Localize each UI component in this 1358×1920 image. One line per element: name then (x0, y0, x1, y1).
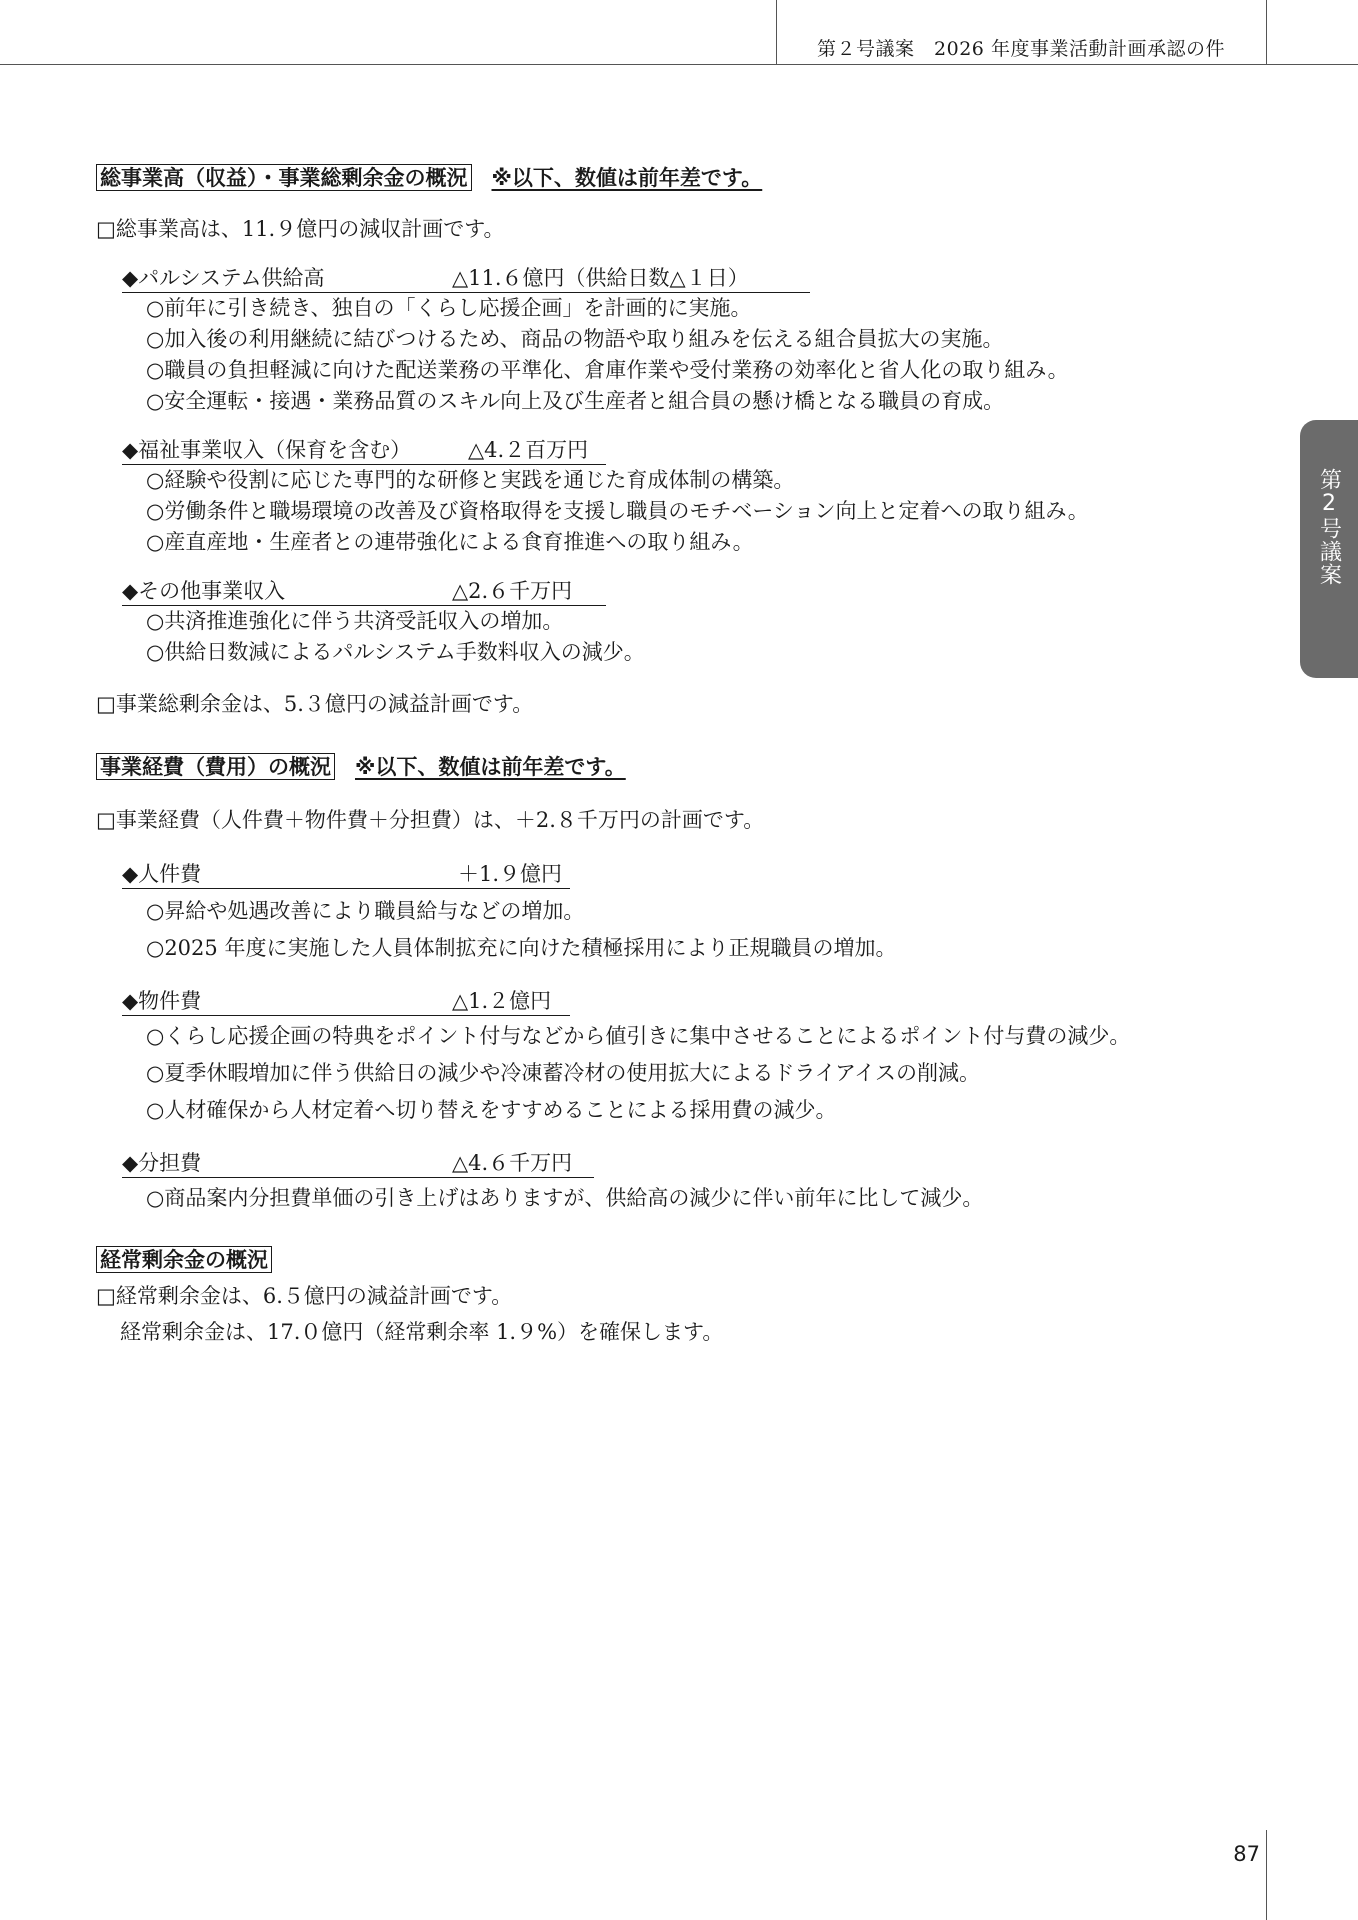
page-number: 87 (1233, 1842, 1260, 1866)
bullet-item: ○昇給や処遇改善により職員給与などの増加。 (146, 899, 585, 923)
chapter-side-tab-label: 第2号議案 (1316, 468, 1342, 586)
item-label: ◆人件費 (122, 862, 202, 886)
item-heading (122, 577, 606, 606)
item-label: ◆その他事業収入 (122, 579, 286, 603)
bullet-item: ○人材確保から人材定着へ切り替えをすすめることによる採用費の減少。 (146, 1098, 837, 1122)
bullet-item: ○夏季休暇増加に伴う供給日の減少や冷凍蓄冷材の使用拡大によるドライアイスの削減。 (146, 1061, 980, 1085)
item-heading (122, 264, 810, 293)
bullet-item: ○商品案内分担費単価の引き上げはありますが、供給高の減少に伴い前年に比して減少。 (146, 1186, 984, 1210)
section1-heading-row (96, 164, 762, 192)
item-value: △4.２百万円 (468, 438, 589, 462)
item-heading (122, 860, 570, 889)
item-heading (122, 436, 606, 465)
section3-heading-row (96, 1246, 272, 1274)
item-label: ◆物件費 (122, 989, 202, 1013)
section2-heading: 事業経費（費用）の概況 (96, 753, 335, 780)
bullet-item: ○2025 年度に実施した人員体制拡充に向けた積極採用により正規職員の増加。 (146, 936, 897, 960)
bullet-item: ○職員の負担軽減に向けた配送業務の平準化、倉庫作業や受付業務の効率化と省人化の取り組み。 (146, 358, 1069, 382)
item-value: △4.６千万円 (452, 1151, 573, 1175)
item-value: △2.６千万円 (452, 579, 573, 603)
bullet-item: ○共済推進強化に伴う共済受託収入の増加。 (146, 609, 564, 633)
section1-closing: □事業総剰余金は、5.３億円の減益計画です。 (96, 692, 534, 716)
header-divider-right (1266, 0, 1267, 64)
chapter-side-tab (1300, 420, 1358, 678)
header-rule (0, 64, 1358, 65)
bullet-item: ○加入後の利用継続に結びつけるため、商品の物語や取り組みを伝える組合員拡大の実施。 (146, 327, 1004, 351)
header-divider-left (776, 0, 777, 64)
bullet-item: ○前年に引き続き、独自の「くらし応援企画」を計画的に実施。 (146, 296, 752, 320)
bullet-item: ○労働条件と職場環境の改善及び資格取得を支援し職員のモチベーション向上と定着への取り組み。 (146, 499, 1089, 523)
section2-heading-row (96, 753, 626, 781)
bullet-item: ○経験や役割に応じた専門的な研修と実践を通じた育成体制の構築。 (146, 468, 795, 492)
bullet-item: ○安全運転・接遇・業務品質のスキル向上及び生産者と組合員の懸け橋となる職員の育成。 (146, 389, 1005, 413)
item-heading (122, 1149, 594, 1178)
item-value: △11.６億円（供給日数△１日） (452, 266, 749, 290)
bullet-item: ○くらし応援企画の特典をポイント付与などから値引きに集中させることによるポイント付与費の減少。 (146, 1024, 1131, 1048)
running-header-title: 第２号議案 2026 年度事業活動計画承認の件 (817, 38, 1225, 60)
section3-line2: 経常剰余金は、17.０億円（経常剰余率 1.９%）を確保します。 (120, 1320, 724, 1344)
item-value: △1.２億円 (452, 989, 552, 1013)
bullet-item: ○供給日数減によるパルシステム手数料収入の減少。 (146, 640, 645, 664)
section3-heading: 経常剰余金の概況 (96, 1246, 272, 1273)
item-heading (122, 987, 570, 1016)
bullet-item: ○産直産地・生産者との連帯強化による食育推進への取り組み。 (146, 530, 754, 554)
section3-line1: □経常剰余金は、6.５億円の減益計画です。 (96, 1284, 513, 1308)
section1-heading: 総事業高（収益）・事業総剰余金の概況 (96, 164, 472, 191)
section2-intro: □事業経費（人件費＋物件費＋分担費）は、＋2.８千万円の計画です。 (96, 808, 765, 832)
item-label: ◆分担費 (122, 1151, 202, 1175)
section2-note: ※以下、数値は前年差です。 (355, 755, 626, 779)
item-label: ◆福祉事業収入（保育を含む） (122, 438, 412, 462)
section1-intro: □総事業高は、11.９億円の減収計画です。 (96, 217, 505, 241)
item-label: ◆パルシステム供給高 (122, 266, 325, 290)
footer-divider (1266, 1830, 1267, 1920)
section1-note: ※以下、数値は前年差です。 (491, 166, 763, 190)
item-value: ＋1.９億円 (458, 862, 563, 886)
